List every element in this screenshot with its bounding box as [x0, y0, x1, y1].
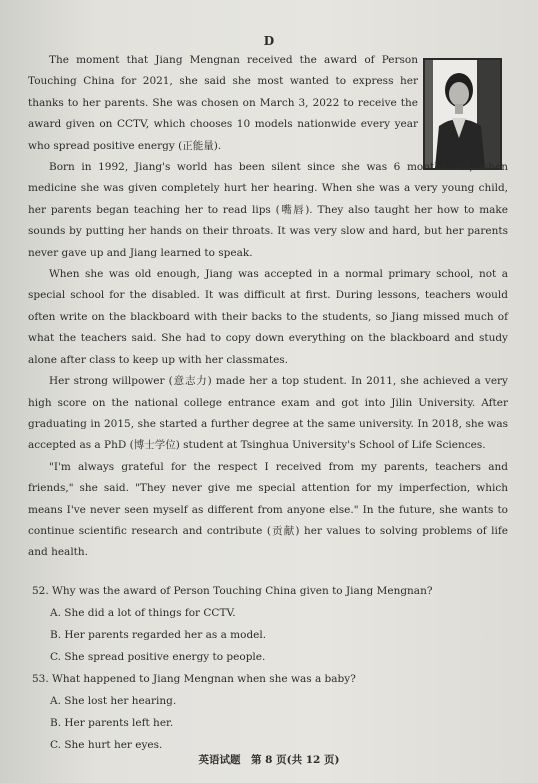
passage-paragraph-4: Her strong willpower (意志力) made her a top student. In 2011, she achieved a very high score on the national college entrance exam and got into Jilin University. After graduating in 2015, she started a further degree at the same university. In 2018, she was accepted as a PhD (博士学位) student at Tsinghua University's School of Life Sciences.	[28, 375, 508, 452]
question-52-option-c: C. She spread positive energy to people.	[50, 651, 266, 663]
passage-paragraph-5: "I'm always grateful for the respect I received from my parents, teachers and friends," she said. "They never give me special attention for my imperfection, which means I've never seen myself as different from anyone else." In the future, she wants to continue scientific research and contribute (贡献) her values to solving problems of life and health.	[28, 460, 508, 559]
question-52-option-a: A. She did a lot of things for CCTV.	[50, 607, 236, 619]
question-52-option-b: B. Her parents regarded her as a model.	[50, 629, 267, 641]
question-53-option-b: B. Her parents left her.	[50, 717, 174, 729]
passage-paragraph-2: Born in 1992, Jiang's world has been silent since she was 6 months old, when medicine she was given completely hurt her hearing. When she was a very young child, her parents began teaching her to read lips (嘴唇). They also taught her how to make sounds by putting her hands on their throats. It was very slow and hard, but her parents never gave up and Jiang learned to speak.	[28, 161, 508, 259]
question-53: 53. What happened to Jiang Mengnan when she was a baby?	[32, 673, 356, 685]
question-list	[32, 580, 502, 756]
passage-paragraph-3: When she was old enough, Jiang was accepted in a normal primary school, not a special school for the disabled. It was difficult at first. During lessons, teachers would often write on the blackboard with their backs to the students, so Jiang missed much of what the teachers said. She had to copy down everything on the blackboard and study alone after class to keep up with her classmates.	[28, 268, 508, 366]
page-footer: 英语试题 第 8 页(共 12 页)	[198, 754, 340, 766]
question-52: 52. Why was the award of Person Touching China given to Jiang Mengnan?	[32, 585, 433, 597]
question-53-option-c: C. She hurt her eyes.	[50, 739, 163, 751]
passage-paragraph-1: The moment that Jiang Mengnan received the award of Person Touching China for 2021, she said she most wanted to express her thanks to her parents. She was chosen on March 3, 2022 to receive the award given on CCTV, which chooses 10 models nationwide every year who spread positive energy (正能量).	[28, 54, 418, 152]
question-53-option-a: A. She lost her hearing.	[50, 695, 177, 707]
section-label: D	[263, 34, 275, 48]
reading-passage	[28, 50, 508, 564]
